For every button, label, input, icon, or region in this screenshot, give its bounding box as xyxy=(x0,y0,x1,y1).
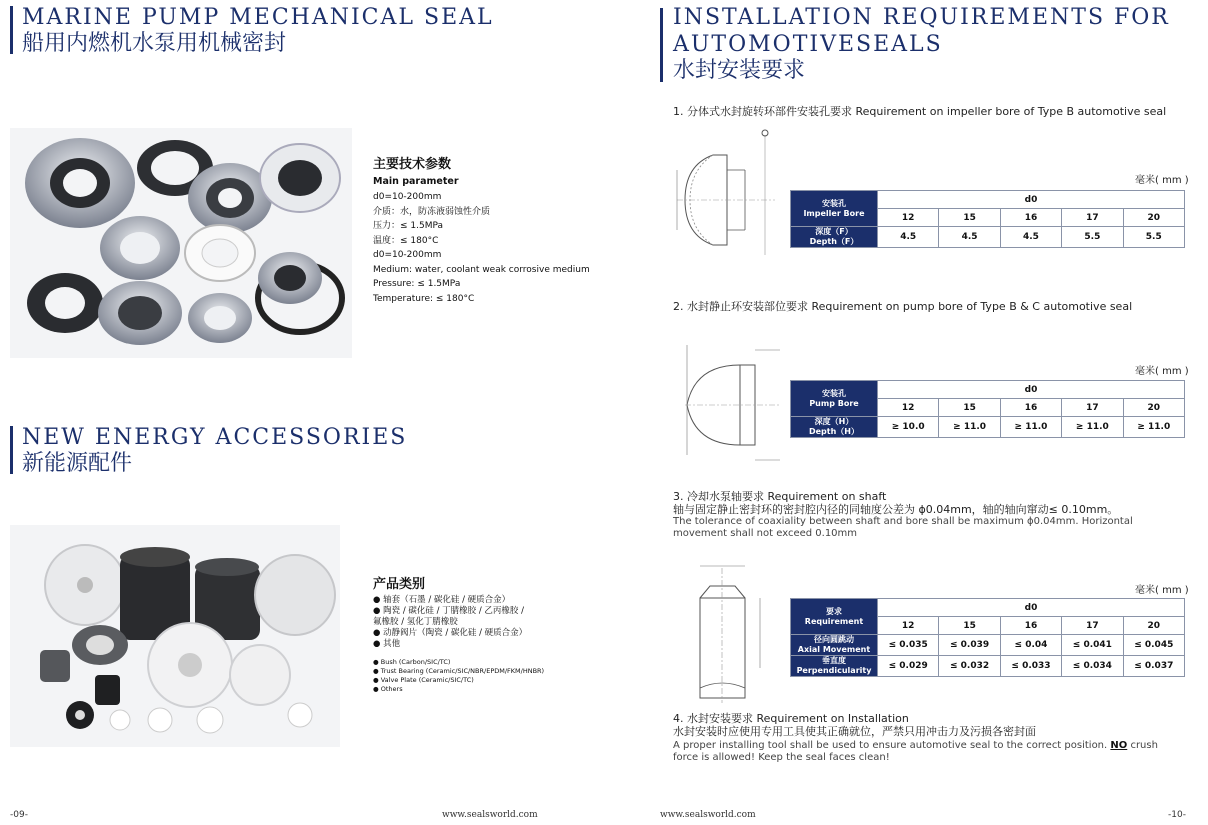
title-bar xyxy=(10,426,13,474)
row-label: 安装孔 Impeller Bore xyxy=(791,191,878,227)
row-label: 垂直度 Perpendicularity xyxy=(791,656,878,677)
page-number-right: -10- xyxy=(1168,810,1186,820)
d0-header: d0 xyxy=(878,191,1185,209)
size-cell: 15 xyxy=(939,209,1000,227)
row-label: 深度（H） Depth（H） xyxy=(791,417,878,438)
category-item-en: ● Others xyxy=(373,685,403,693)
categories-title: 产品类别 xyxy=(373,577,426,592)
param-line: Pressure: ≤ 1.5MPa xyxy=(373,279,461,289)
main-parameters xyxy=(373,156,593,306)
category-item: ● 轴套（石墨 / 碳化硅 / 硬质合金） xyxy=(373,595,511,605)
section-1-title: 1. 分体式水封旋转环部件安装孔要求 Requirement on impeller bore of Type B automotive seal xyxy=(673,105,1167,118)
value-cell: ≤ 0.04 xyxy=(1000,635,1061,656)
size-cell: 12 xyxy=(878,617,939,635)
size-cell: 12 xyxy=(878,399,939,417)
category-item-en: ● Trust Bearing (Ceramic/SIC/NBR/EPDM/FKM/HNBR) xyxy=(373,667,545,675)
size-cell: 15 xyxy=(939,399,1000,417)
shaft-table xyxy=(790,598,1185,677)
d0-header: d0 xyxy=(878,381,1185,399)
section-4-text-zh: 水封安装时应使用专用工具使其正确就位，严禁只用冲击力及污损各密封面 xyxy=(673,725,1036,738)
value-cell: ≤ 0.045 xyxy=(1123,635,1184,656)
value-cell: 5.5 xyxy=(1062,227,1123,248)
value-cell: ≤ 0.037 xyxy=(1123,656,1184,677)
product-categories xyxy=(373,575,613,694)
value-cell: 4.5 xyxy=(878,227,939,248)
param-line: d0=10-200mm xyxy=(373,192,442,202)
section-2-title: 2. 水封静止环安装部位要求 Requirement on pump bore of Type B & C automotive seal xyxy=(673,300,1133,313)
impeller-bore-table xyxy=(790,190,1185,248)
impeller-bore-drawing xyxy=(665,125,783,273)
param-line: 介质：水，防冻液弱蚀性介质 xyxy=(373,206,491,217)
value-cell: ≤ 0.041 xyxy=(1062,635,1123,656)
param-line: 压力：≤ 1.5MPa xyxy=(373,221,444,231)
size-cell: 15 xyxy=(939,617,1000,635)
section-3-title: 3. 冷却水泵轴要求 Requirement on shaft xyxy=(673,490,887,503)
category-item: ● 动静阀片（陶瓷 / 碳化硅 / 硬质合金） xyxy=(373,628,528,638)
params-title-zh: 主要技术参数 xyxy=(373,157,452,172)
install-title-zh: 水封安装要求 xyxy=(673,58,806,83)
row-label: 要求 Requirement xyxy=(791,599,878,635)
row-label: 安装孔 Pump Bore xyxy=(791,381,878,417)
d0-header: d0 xyxy=(878,599,1185,617)
size-cell: 20 xyxy=(1123,209,1184,227)
param-line: Medium: water, coolant weak corrosive medium xyxy=(373,264,590,275)
param-line: Temperature: ≤ 180°C xyxy=(373,293,475,304)
row-label: 深度（F） Depth（F） xyxy=(791,227,878,248)
pump-bore-table xyxy=(790,380,1185,438)
size-cell: 20 xyxy=(1123,399,1184,417)
footer-url-right: www.sealsworld.com xyxy=(660,810,756,820)
unit-label: 毫米( mm ) xyxy=(1135,175,1189,186)
size-cell: 16 xyxy=(1000,617,1061,635)
category-item-en: ● Valve Plate (Ceramic/SIC/TC) xyxy=(373,676,474,684)
row-label: 径向圆跳动 Axial Movement xyxy=(791,635,878,656)
value-cell: ≤ 0.029 xyxy=(878,656,939,677)
section-4-title: 4. 水封安装要求 Requirement on Installation xyxy=(673,712,909,725)
value-cell: ≤ 0.034 xyxy=(1062,656,1123,677)
unit-label: 毫米( mm ) xyxy=(1135,585,1189,596)
size-cell: 17 xyxy=(1062,399,1123,417)
size-cell: 16 xyxy=(1000,399,1061,417)
param-line: d0=10-200mm xyxy=(373,250,442,260)
install-title-en-2: AUTOMOTIVESEALS xyxy=(673,32,943,57)
section-4-en-part: A proper installing tool shall be used to ensure automotive seal to the correct position. xyxy=(673,740,1111,751)
section-4-en-no: NO xyxy=(1110,740,1128,751)
shaft-drawing xyxy=(665,548,783,703)
value-cell: ≥ 11.0 xyxy=(1123,417,1184,438)
size-cell: 17 xyxy=(1062,617,1123,635)
section-3-text-zh: 轴与固定静止密封环的密封腔内径的同轴度公差为 ϕ0.04mm，轴的轴向窜动≤ 0.10mm。 xyxy=(673,503,1119,516)
value-cell: ≥ 11.0 xyxy=(1000,417,1061,438)
energy-title-en: NEW ENERGY ACCESSORIES xyxy=(22,425,408,450)
title-bar xyxy=(660,8,663,82)
category-item: ● 陶瓷 / 碳化硅 / 丁腈橡胶 / 乙丙橡胶 / xyxy=(373,606,524,616)
marine-title-en: MARINE PUMP MECHANICAL SEAL xyxy=(22,5,494,30)
marine-seal-illustration xyxy=(10,128,352,358)
value-cell: 4.5 xyxy=(1000,227,1061,248)
category-item-en: ● Bush (Carbon/SIC/TC) xyxy=(373,658,451,666)
value-cell: 5.5 xyxy=(1123,227,1184,248)
energy-accessories-illustration xyxy=(10,525,340,747)
value-cell: ≤ 0.033 xyxy=(1000,656,1061,677)
pump-bore-drawing xyxy=(665,325,790,475)
unit-label: 毫米( mm ) xyxy=(1135,366,1189,377)
section-4-en-part: crush force is allowed! Keep the seal faces clean! xyxy=(673,740,1158,763)
category-item: 氟橡胶 / 氢化丁腈橡胶 xyxy=(373,617,458,627)
section-4-text-en xyxy=(673,740,1173,764)
value-cell: ≥ 11.0 xyxy=(1062,417,1123,438)
value-cell: ≥ 10.0 xyxy=(878,417,939,438)
section-3-text-en: The tolerance of coaxiality between shaft and bore shall be maximum ϕ0.04mm. Horizontal movement shall not exceed 0.10mm xyxy=(673,516,1133,539)
value-cell: ≤ 0.039 xyxy=(939,635,1000,656)
marine-title-zh: 船用内燃机水泵用机械密封 xyxy=(22,31,287,56)
page-number-left: -09- xyxy=(10,810,28,820)
value-cell: ≤ 0.032 xyxy=(939,656,1000,677)
energy-accessories-photo xyxy=(10,525,340,747)
param-line: 温度：≤ 180°C xyxy=(373,235,439,246)
install-title-en-1: INSTALLATION REQUIREMENTS FOR xyxy=(673,5,1170,30)
params-title-en: Main parameter xyxy=(373,176,459,187)
category-item: ● 其他 xyxy=(373,639,401,649)
footer-url-left: www.sealsworld.com xyxy=(442,810,538,820)
marine-seal-photo xyxy=(10,128,352,358)
value-cell: ≤ 0.035 xyxy=(878,635,939,656)
title-bar xyxy=(10,6,13,54)
energy-title-zh: 新能源配件 xyxy=(22,451,133,476)
size-cell: 16 xyxy=(1000,209,1061,227)
size-cell: 17 xyxy=(1062,209,1123,227)
value-cell: 4.5 xyxy=(939,227,1000,248)
value-cell: ≥ 11.0 xyxy=(939,417,1000,438)
size-cell: 20 xyxy=(1123,617,1184,635)
size-cell: 12 xyxy=(878,209,939,227)
